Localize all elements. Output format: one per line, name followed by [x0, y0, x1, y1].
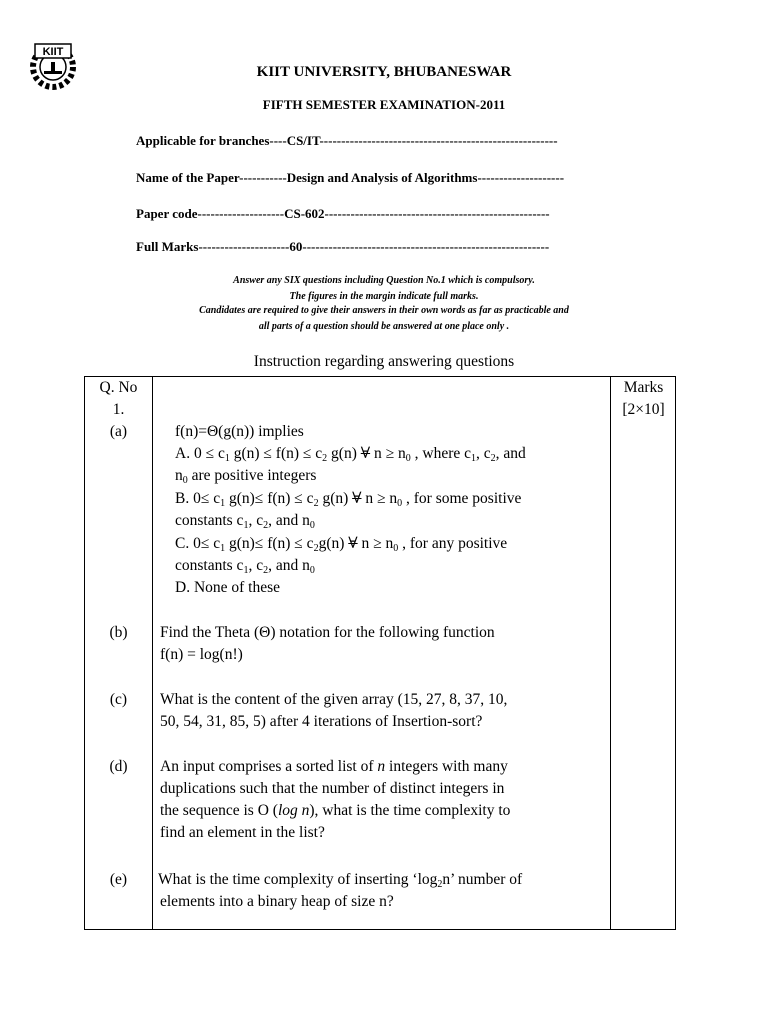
q-d-line-3: the sequence is O (log n), what is the time complexity to [160, 802, 511, 819]
university-title: KIIT UNIVERSITY, BHUBANESWAR [256, 64, 512, 80]
instruction-heading: Instruction regarding answering questions [253, 353, 515, 370]
q-b-line-2: f(n) = log(n!) [160, 646, 243, 663]
question-table [84, 376, 676, 930]
column-divider-1 [152, 377, 153, 929]
exam-title: FIFTH SEMESTER EXAMINATION-2011 [262, 97, 506, 112]
q-e-line-1: What is the time complexity of inserting ‘$\log_2n$’ number of [158, 871, 523, 890]
q-a-option-a-cont: $n_0$ are positive integers [175, 467, 317, 486]
label-b: (b) [109, 624, 128, 641]
q-d-line-2: duplications such that the number of distinct integers in [160, 780, 505, 797]
marks-value: [2×10] [622, 401, 665, 418]
q-a-option-c-cont: constants $c_1$, $c_2$, and $n_0$ [175, 557, 315, 576]
q-d-line-4: find an element in the list? [160, 824, 325, 841]
label-e: (e) [109, 871, 128, 888]
q-c-line-2: 50, 54, 31, 85, 5) after 4 iterations of Insertion-sort? [160, 713, 483, 730]
marks-header: Marks [623, 379, 664, 396]
q-a-stem: f(n)=Θ(g(n)) implies [175, 423, 304, 440]
q-a-option-d: D. None of these [175, 579, 281, 596]
rule-line-3: Candidates are required to give their answers in their own words as far as practicable and [199, 305, 569, 316]
label-d: (d) [109, 758, 128, 775]
q-a-option-b: B. $0\le c_1$ $g(n)\le f(n) \le c_2$ g(n) ∀ $n \ge n_0$ , for some positive [175, 490, 522, 509]
q-e-line-2: elements into a binary heap of size n? [160, 893, 394, 910]
q-d-line-1: An input comprises a sorted list of n integers with many [160, 758, 508, 775]
q-a-option-c: C. $0\le c_1$ $g(n)\le f(n) \le c_2g(n)$ ∀ $n \ge n_0$ , for any positive [175, 535, 508, 554]
label-a: (a) [109, 423, 128, 440]
rule-line-4: all parts of a question should be answered at one place only . [258, 321, 510, 332]
qno-header: Q. No [99, 379, 138, 396]
q-c-line-1: What is the content of the given array (15, 27, 8, 37, 10, [160, 691, 508, 708]
rule-line-2: The figures in the margin indicate full marks. [289, 291, 479, 302]
q-b-line-1: Find the Theta (Θ) notation for the following function [160, 624, 495, 641]
full-marks-line: Full Marks---------------------60--------------------------------------------------------- [136, 239, 550, 254]
column-divider-2 [610, 377, 611, 929]
rule-line-1: Answer any SIX questions including Question No.1 which is compulsory. [233, 275, 535, 286]
paper-code-line: Paper code--------------------CS-602---------------------------------------------------- [136, 206, 550, 221]
question-number: 1. [112, 401, 125, 418]
paper-name-line: Name of the Paper-----------Design and Analysis of Algorithms-------------------- [136, 170, 565, 185]
q-a-option-a: A. $0 \le c_1$ $g(n) \le f(n) \le c_2$ g(n) ∀ $n \ge n_0$ , where $c_1$, $c_2$, and [175, 445, 526, 464]
label-c: (c) [109, 691, 128, 708]
q-a-option-b-cont: constants $c_1$, $c_2$, and $n_0$ [175, 512, 315, 531]
branches-line: Applicable for branches----CS/IT------------------------------------------------------- [136, 133, 558, 148]
logo-text: KIIT [42, 46, 64, 58]
